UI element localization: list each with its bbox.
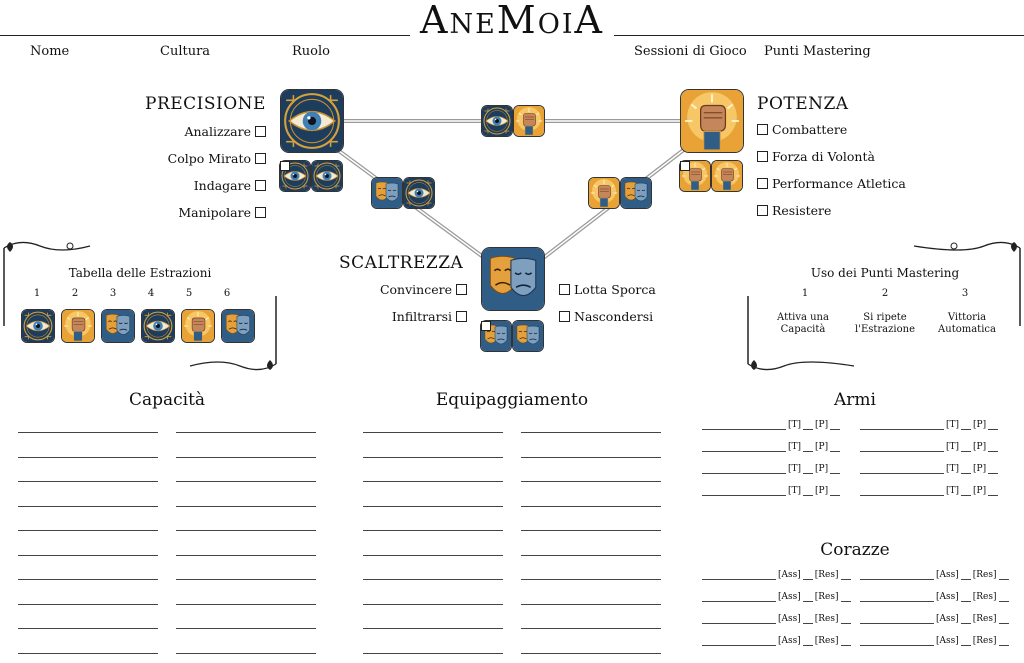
fist-icon — [182, 310, 214, 342]
roll-table-title: Tabella delle Estrazioni — [68, 266, 212, 280]
blank-line[interactable] — [18, 530, 158, 531]
corazze-entries[interactable] — [702, 570, 1010, 646]
weapon-entry[interactable]: [T] [P] — [860, 442, 1010, 452]
attribute-precisione-title: PRECISIONE — [145, 94, 266, 114]
blank-line[interactable] — [18, 506, 158, 507]
eye-icon — [404, 178, 434, 208]
roll-number: 6 — [223, 288, 231, 299]
eye-icon — [312, 161, 342, 191]
attribute-scaltrezza-title: SCALTREZZA — [339, 253, 464, 273]
checkbox[interactable] — [757, 124, 768, 135]
skill-colpo-mirato[interactable]: Colpo Mirato — [168, 151, 266, 166]
field-punti-mastering[interactable]: Punti Mastering — [764, 44, 871, 59]
blank-line[interactable] — [521, 457, 661, 458]
blank-line[interactable] — [363, 457, 503, 458]
blank-line[interactable] — [521, 555, 661, 556]
theater-masks-icon — [513, 321, 543, 351]
roll-table-frame-ornament — [0, 236, 280, 376]
checkbox[interactable] — [481, 321, 491, 331]
armor-entry[interactable]: [Ass] [Res] — [860, 614, 1010, 624]
checkbox[interactable] — [757, 178, 768, 189]
field-nome[interactable]: Nome — [30, 44, 70, 59]
skill-infiltrarsi[interactable]: Infiltrarsi — [392, 309, 467, 324]
eye-icon — [482, 106, 512, 136]
equipaggiamento-lines[interactable] — [363, 432, 661, 654]
roll-number: 1 — [33, 288, 41, 299]
combo-eye-fist — [481, 105, 545, 137]
potenza-double-fist[interactable] — [679, 160, 743, 192]
blank-line[interactable] — [363, 628, 503, 629]
blank-line[interactable] — [176, 432, 316, 433]
skill-combattere[interactable]: Combattere — [757, 122, 906, 137]
skill-indagare[interactable]: Indagare — [194, 178, 266, 193]
fist-icon — [681, 90, 743, 152]
section-armi-title: Armi — [834, 390, 876, 410]
blank-line[interactable] — [521, 481, 661, 482]
theater-masks-icon — [372, 178, 402, 208]
fist-icon — [712, 161, 742, 191]
armor-entry[interactable]: [Ass] [Res] — [702, 636, 852, 646]
section-equipaggiamento-title: Equipaggiamento — [435, 390, 589, 410]
blank-line[interactable] — [521, 653, 661, 654]
skill-manipolare[interactable]: Manipolare — [178, 205, 266, 220]
roll-number: 3 — [109, 288, 117, 299]
blank-line[interactable] — [18, 604, 158, 605]
armor-entry[interactable]: [Ass] [Res] — [702, 570, 852, 580]
checkbox[interactable] — [456, 311, 467, 322]
roll-number: 2 — [71, 288, 79, 299]
mastering-number: 1 — [801, 288, 809, 299]
armor-entry[interactable]: [Ass] [Res] — [860, 636, 1010, 646]
roll-number: 4 — [147, 288, 155, 299]
capacita-lines[interactable] — [18, 432, 316, 654]
blank-line[interactable] — [176, 628, 316, 629]
field-ruolo[interactable]: Ruolo — [292, 44, 330, 59]
eye-icon — [22, 310, 54, 342]
mastering-use: Vittoria Automatica — [938, 312, 996, 335]
checkbox[interactable] — [280, 161, 290, 171]
blank-line[interactable] — [176, 579, 316, 580]
blank-line[interactable] — [363, 481, 503, 482]
roll-table-icons — [22, 310, 254, 342]
theater-masks-icon — [222, 310, 254, 342]
blank-line[interactable] — [363, 432, 503, 433]
weapon-entry[interactable]: [T] [P] — [702, 442, 852, 452]
skill-nascondersi[interactable]: Nascondersi — [559, 309, 656, 324]
blank-line[interactable] — [176, 506, 316, 507]
blank-line[interactable] — [363, 530, 503, 531]
combo-fist-masks — [588, 177, 652, 209]
roll-table-numbers — [24, 288, 240, 299]
blank-line[interactable] — [521, 506, 661, 507]
mastering-number: 2 — [881, 288, 889, 299]
blank-line[interactable] — [18, 457, 158, 458]
armor-entry[interactable]: [Ass] [Res] — [860, 592, 1010, 602]
blank-line[interactable] — [18, 432, 158, 433]
blank-line[interactable] — [363, 579, 503, 580]
roll-number: 5 — [185, 288, 193, 299]
mastering-title: Uso dei Punti Mastering — [810, 266, 960, 280]
blank-line[interactable] — [176, 653, 316, 654]
armi-entries[interactable] — [702, 420, 1010, 496]
attribute-potenza-title: POTENZA — [757, 94, 849, 114]
mastering-uses — [770, 312, 1000, 336]
checkbox[interactable] — [757, 151, 768, 162]
blank-line[interactable] — [18, 555, 158, 556]
section-corazze-title: Corazze — [820, 540, 890, 560]
blank-line[interactable] — [521, 432, 661, 433]
armor-entry[interactable]: [Ass] [Res] — [860, 570, 1010, 580]
theater-masks-icon — [482, 248, 544, 310]
checkbox[interactable] — [255, 207, 266, 218]
skill-resistere[interactable]: Resistere — [757, 203, 906, 218]
eye-icon — [142, 310, 174, 342]
mastering-numbers — [770, 288, 1000, 300]
checkbox[interactable] — [757, 205, 768, 216]
blank-line[interactable] — [363, 653, 503, 654]
mastering-frame-ornament — [744, 236, 1024, 376]
weapon-entry[interactable]: [T] [P] — [702, 486, 852, 496]
checkbox[interactable] — [456, 284, 467, 295]
checkbox[interactable] — [255, 126, 266, 137]
fist-icon — [589, 178, 619, 208]
blank-line[interactable] — [521, 628, 661, 629]
armor-entry[interactable]: [Ass] [Res] — [702, 592, 852, 602]
blank-line[interactable] — [521, 530, 661, 531]
precisione-double-eye[interactable] — [279, 160, 343, 192]
mastering-use: Attiva una Capacità — [777, 312, 829, 335]
checkbox[interactable] — [559, 284, 570, 295]
weapon-entry[interactable]: [T] [P] — [702, 420, 852, 430]
skill-forza-di-volonta[interactable]: Forza di Volontà — [757, 149, 906, 164]
blank-line[interactable] — [18, 579, 158, 580]
fist-icon — [62, 310, 94, 342]
blank-line[interactable] — [521, 604, 661, 605]
weapon-entry[interactable]: [T] [P] — [860, 420, 1010, 430]
checkbox[interactable] — [255, 180, 266, 191]
checkbox[interactable] — [680, 161, 690, 171]
skill-analizzare[interactable]: Analizzare — [184, 124, 266, 139]
theater-masks-icon — [621, 178, 651, 208]
weapon-entry[interactable]: [T] [P] — [860, 464, 1010, 474]
mastering-use: Si ripete l'Estrazione — [855, 312, 915, 335]
theater-masks-icon — [102, 310, 134, 342]
blank-line[interactable] — [363, 506, 503, 507]
skill-convincere[interactable]: Convincere — [380, 282, 467, 297]
blank-line[interactable] — [176, 457, 316, 458]
page-title: AneMoiA — [420, 0, 604, 42]
fist-icon — [514, 106, 544, 136]
blank-line[interactable] — [18, 653, 158, 654]
blank-line[interactable] — [176, 530, 316, 531]
weapon-entry[interactable]: [T] [P] — [860, 486, 1010, 496]
blank-line[interactable] — [176, 555, 316, 556]
eye-icon — [281, 90, 343, 152]
checkbox[interactable] — [559, 311, 570, 322]
blank-line[interactable] — [18, 628, 158, 629]
field-sessioni[interactable]: Sessioni di Gioco — [634, 44, 747, 59]
mastering-number: 3 — [961, 288, 969, 299]
skill-lotta-sporca[interactable]: Lotta Sporca — [559, 282, 656, 297]
blank-line[interactable] — [176, 604, 316, 605]
blank-line[interactable] — [176, 481, 316, 482]
blank-line[interactable] — [521, 579, 661, 580]
armor-entry[interactable]: [Ass] [Res] — [702, 614, 852, 624]
blank-line[interactable] — [363, 555, 503, 556]
scaltrezza-double-masks[interactable] — [480, 320, 544, 352]
skill-performance-atletica[interactable]: Performance Atletica — [757, 176, 906, 191]
combo-masks-eye — [371, 177, 435, 209]
blank-line[interactable] — [18, 481, 158, 482]
checkbox[interactable] — [255, 153, 266, 164]
weapon-entry[interactable]: [T] [P] — [702, 464, 852, 474]
field-cultura[interactable]: Cultura — [160, 44, 211, 59]
section-capacita-title: Capacità — [128, 390, 206, 410]
blank-line[interactable] — [363, 604, 503, 605]
